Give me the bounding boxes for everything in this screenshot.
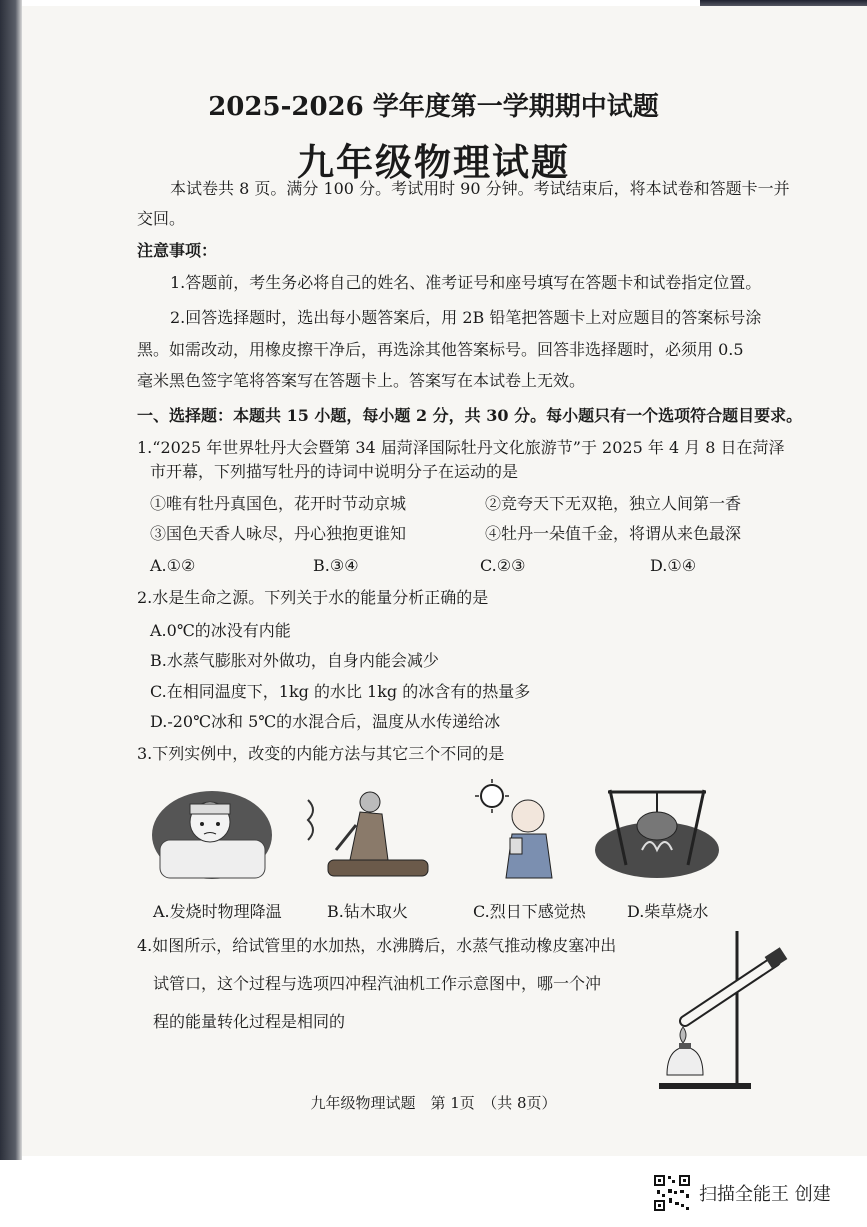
q3-caption-d: D.柴草烧水 [627, 902, 709, 921]
scanner-watermark [653, 1172, 831, 1214]
q4-stem-line-2: 试管口，这个过程与选项四冲程汽油机工作示意图中，哪一个冲 [153, 974, 602, 993]
notice-item-1: 1.答题前，考生务必将自己的姓名、准考证号和座号填写在答题卡和试卷指定位置。 [170, 273, 762, 292]
notice-item-2-line-1: 2.回答选择题时，选出每小题答案后，用 2B 铅笔把答题卡上对应题目的答案标号涂 [170, 308, 762, 327]
intro-line-2: 交回。 [137, 209, 186, 228]
q3-stem: 3.下列实例中，改变的内能方法与其它三个不同的是 [137, 744, 505, 763]
q2-option-d: D.-20℃冰和 5℃的水混合后，温度从水传递给冰 [150, 712, 501, 731]
q3-caption-a: A.发烧时物理降温 [153, 902, 282, 921]
q3-caption-b: B.钻木取火 [327, 902, 408, 921]
page-footer: 九年级物理试题 第 1页 （共 8页） [310, 1094, 557, 1112]
qr-code-icon [653, 1174, 691, 1212]
q1-option-d: D.①④ [650, 556, 697, 575]
q2-option-a: A.0℃的冰没有内能 [150, 621, 291, 640]
q2-option-c: C.在相同温度下，1kg 的水比 1kg 的冰含有的热量多 [150, 682, 531, 701]
q1-stem-line-1: 1.“2025 年世界牡丹大会暨第 34 届菏泽国际牡丹文化旅游节”于 2025 年 4 月 8 日在菏泽 [137, 438, 785, 457]
q1-option-a: A.①② [150, 556, 196, 575]
q1-statement-2: ②竞夸天下无双艳，独立人间第一香 [485, 494, 742, 513]
q1-statement-1: ①唯有牡丹真国色，花开时节动京城 [150, 494, 407, 513]
q3-figure-c-sun-heat-icon [470, 778, 565, 883]
q4-test-tube-apparatus-icon [655, 925, 790, 1093]
q1-option-c: C.②③ [480, 556, 526, 575]
q1-stem-line-2: 市开幕，下列描写牡丹的诗词中说明分子在运动的是 [150, 462, 519, 481]
q1-statement-4: ④牡丹一朵值千金，将谓从来色最深 [485, 524, 742, 543]
q3-figure-d-boiling-water-icon [592, 780, 722, 880]
q3-caption-c: C.烈日下感觉热 [473, 902, 586, 921]
q3-figure-a-fever-icon [150, 780, 275, 880]
notice-heading: 注意事项： [137, 241, 218, 260]
notice-item-2-line-3: 毫米黑色签字笔将答案写在答题卡上。答案写在本试卷上无效。 [137, 371, 586, 390]
notice-item-2-line-2: 黑。如需改动，用橡皮擦干净后，再选涂其他答案标号。回答非选择题时，必须用 0.5 [137, 340, 744, 359]
q4-stem-line-3: 程的能量转化过程是相同的 [153, 1012, 346, 1031]
section-1-heading: 一、选择题：本题共 15 小题，每小题 2 分，共 30 分。每小题只有一个选项符合题目要求。 [137, 406, 803, 425]
q3-figure-b-drill-fire-icon [298, 780, 433, 885]
exam-subject-title: 九年级物理试题 [297, 140, 570, 184]
q2-stem: 2.水是生命之源。下列关于水的能量分析正确的是 [137, 588, 489, 607]
q1-statement-3: ③国色天香人咏尽，丹心独抱更谁知 [150, 524, 407, 543]
intro-line-1: 本试卷共 8 页。满分 100 分。考试用时 90 分钟。考试结束后，将本试卷和答题卡一并 [170, 179, 790, 198]
q1-option-b: B.③④ [313, 556, 359, 575]
q4-stem-line-1: 4.如图所示，给试管里的水加热，水沸腾后，水蒸气推动橡皮塞冲出 [137, 936, 617, 955]
q2-option-b: B.水蒸气膨胀对外做功，自身内能会减少 [150, 651, 439, 670]
exam-term-title: 2025-2026 学年度第一学期期中试题 [208, 92, 659, 122]
watermark-text: 扫描全能王 创建 [699, 1184, 831, 1205]
